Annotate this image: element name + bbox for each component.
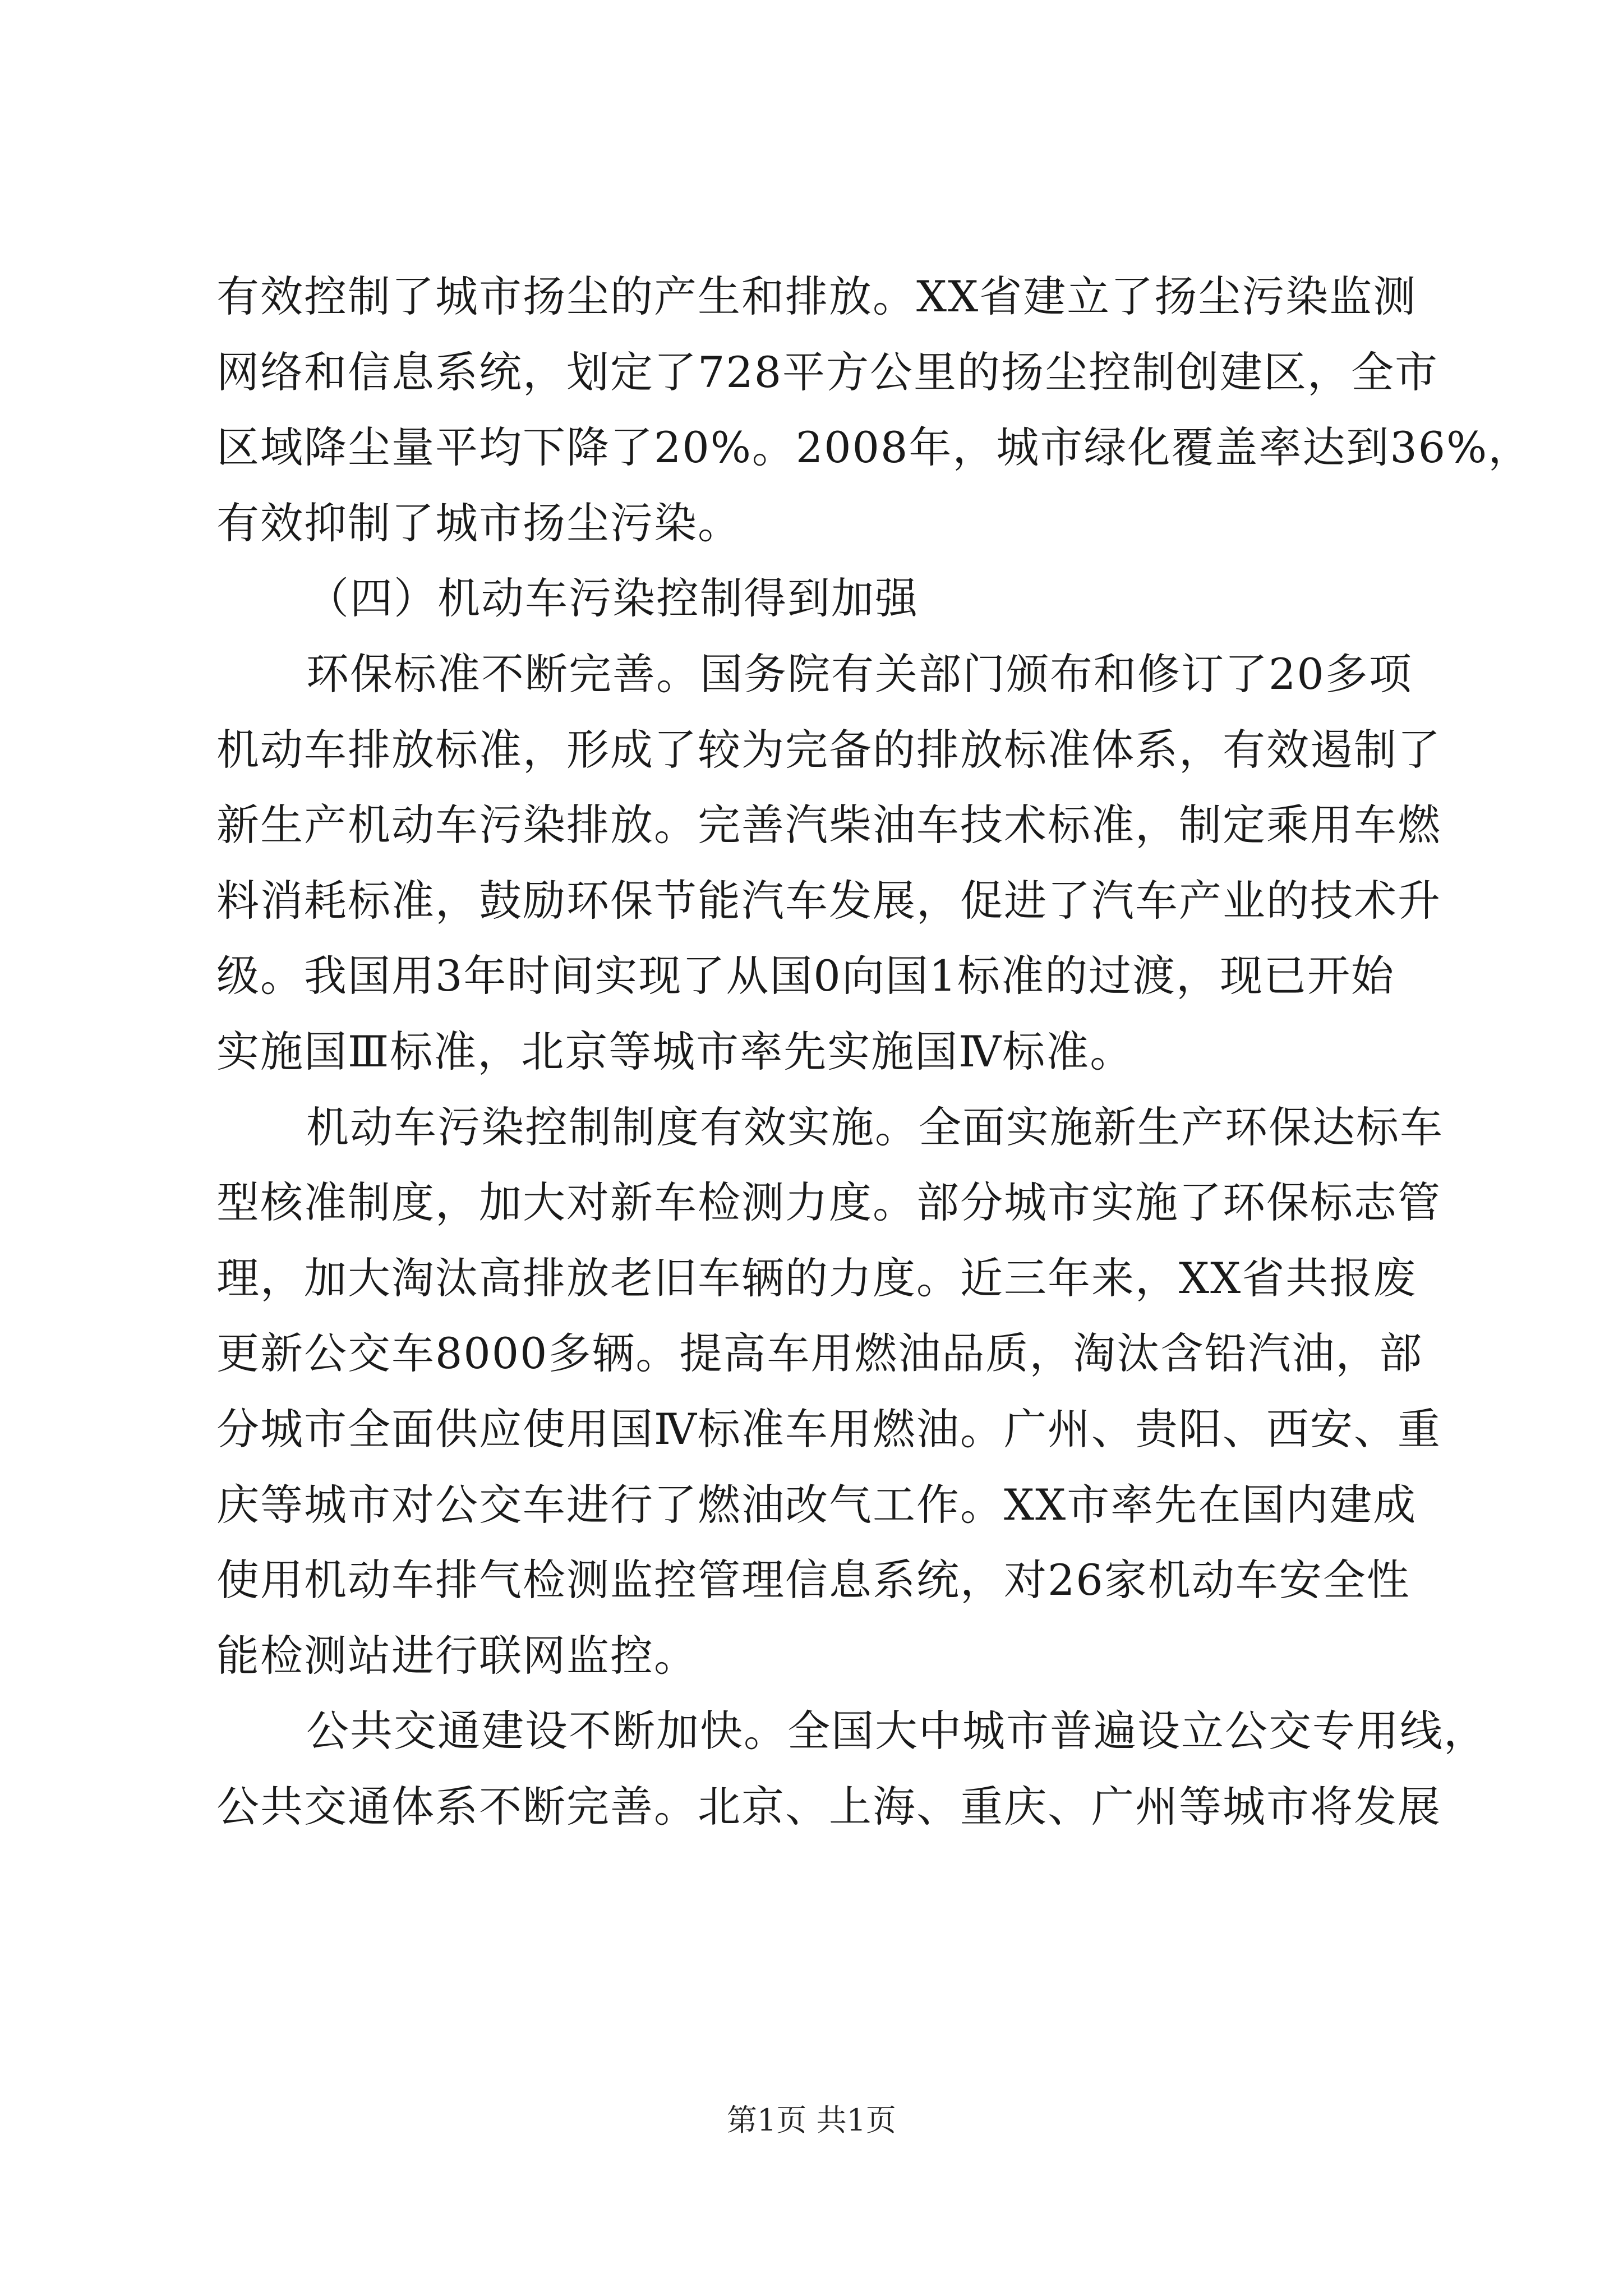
text-line: 能检测站进行联网监控。 — [216, 1630, 698, 1681]
page-footer: 第1页 共1页 — [727, 2102, 896, 2138]
text-line: 区域降尘量平均下降了20%。2008年，城市绿化覆盖率达到36%， — [216, 422, 1532, 473]
text-line: （四）机动车污染控制得到加强 — [306, 573, 919, 624]
text-line: 环保标准不断完善。国务院有关部门颁布和修订了20多项 — [306, 648, 1413, 699]
text-line: 更新公交车8000多辆。提高车用燃油品质，淘汰含铅汽油，部 — [216, 1328, 1423, 1379]
text-line: 网络和信息系统，划定了728平方公里的扬尘控制创建区，全市 — [216, 347, 1439, 397]
text-line: 机动车污染控制制度有效实施。全面实施新生产环保达标车 — [306, 1102, 1444, 1152]
text-line: 机动车排放标准，形成了较为完备的排放标准体系，有效遏制了 — [216, 724, 1441, 775]
text-line: 有效控制了城市扬尘的产生和排放。XX省建立了扬尘污染监测 — [216, 272, 1417, 321]
text-line: 公共交通体系不断完善。北京、上海、重庆、广州等城市将发展 — [216, 1781, 1441, 1832]
text-line: 实施国Ⅲ标准，北京等城市率先实施国Ⅳ标准。 — [216, 1026, 1134, 1076]
text-line: 型核准制度，加大对新车检测力度。部分城市实施了环保标志管 — [216, 1177, 1441, 1228]
text-line: 使用机动车排气检测监控管理信息系统，对26家机动车安全性 — [216, 1555, 1410, 1605]
text-line: 理，加大淘汰高排放老旧车辆的力度。近三年来，XX省共报废 — [216, 1253, 1417, 1303]
text-line: 新生产机动车污染排放。完善汽柴油车技术标准，制定乘用车燃 — [216, 800, 1441, 850]
text-line: 公共交通建设不断加快。全国大中城市普遍设立公交专用线， — [306, 1706, 1487, 1756]
document-body — [216, 259, 1532, 1844]
text-line: 级。我国用3年时间实现了从国0向国1标准的过渡，现已开始 — [216, 951, 1395, 1001]
text-line: 庆等城市对公交车进行了燃油改气工作。XX市率先在国内建成 — [216, 1479, 1417, 1530]
text-line: 料消耗标准，鼓励环保节能汽车发展，促进了汽车产业的技术升 — [216, 875, 1441, 926]
text-line: 有效抑制了城市扬尘污染。 — [216, 498, 741, 548]
text-line: 分城市全面供应使用国Ⅳ标准车用燃油。广州、贵阳、西安、重 — [216, 1404, 1441, 1454]
